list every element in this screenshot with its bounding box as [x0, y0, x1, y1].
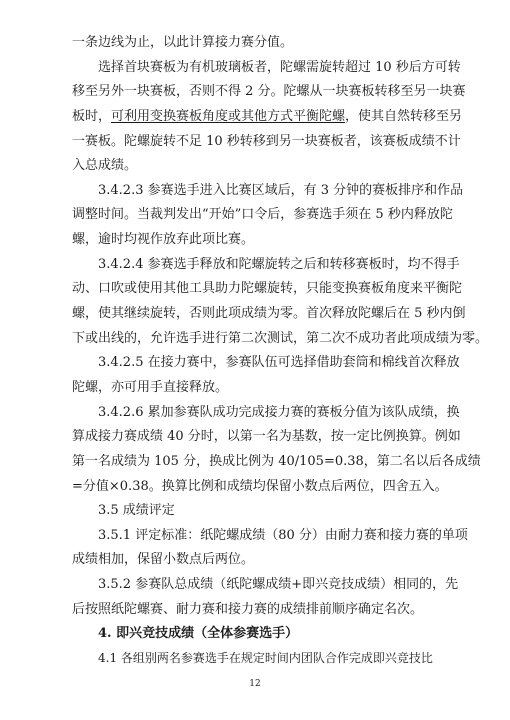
paragraph-line: 调整时间。当裁判发出“开始”口令后，参赛选手须在 5 秒内释放陀	[72, 207, 453, 222]
page-number: 12	[249, 679, 261, 689]
paragraph-line: 3.5.2 参赛队总成绩（纸陀螺成绩+即兴竞技成绩）相同的，先	[98, 577, 459, 592]
paragraph-line: 后按照纸陀螺赛、耐力赛和接力赛的成绩排前顺序确定名次。	[72, 602, 424, 617]
paragraph-line: 3.4.2.3 参赛选手进入比赛区域后，有 3 分钟的赛板排序和作品	[98, 183, 464, 198]
paragraph-line: 选择首块赛板为有机玻璃板者，陀螺需旋转超过 10 秒后方可转	[98, 60, 461, 75]
paragraph-line	[72, 108, 463, 126]
paragraph-line: 4.1 各组别两名参赛选手在规定时间内团队合作完成即兴竞技比	[98, 651, 433, 665]
paragraph-line: 螺，逾时均视作放弃此项比赛。	[72, 232, 255, 247]
section-heading: 4. 即兴竞技成绩（全体参赛选手）	[98, 626, 299, 641]
paragraph-line: 入总成绩。	[72, 158, 138, 173]
paragraph-line: 3.4.2.4 参赛选手释放和陀螺旋转之后和转移赛板时，均不得手	[98, 257, 460, 272]
underlined-text: 可利用变换赛板角度或其他方式平衡陀螺	[111, 109, 346, 124]
paragraph-line: 动、口吹或使用其他工具助力陀螺旋转，只能变换赛板角度来平衡陀	[72, 281, 463, 296]
paragraph-line: 算成接力赛成绩 40 分时，以第一名为基数，按一定比例换算。例如	[72, 429, 461, 444]
paragraph-line: 成绩相加，保留小数点后两位。	[72, 552, 255, 567]
paragraph-line: =分值×0.38。换算比例和成绩均保留小数点后两位，四舍五入。	[72, 479, 448, 494]
paragraph-line: 3.5.1 评定标准：纸陀螺成绩（80 分）由耐力赛和接力赛的单项	[98, 528, 468, 543]
paragraph-line: 第一名成绩为 105 分，换成比例为 40/105=0.38，第二名以后各成绩	[72, 454, 481, 469]
text-run: 板时，	[72, 109, 112, 124]
paragraph-line: 移至另外一块赛板，否则不得 2 分。陀螺从一块赛板转移至另一块赛	[72, 84, 466, 99]
section-heading: 3.5 成绩评定	[98, 503, 175, 518]
paragraph-line: 下或出线的，允许选手进行第二次测试，第二次不成功者此项成绩为零。	[72, 331, 489, 346]
text-run: ，使其自然转移至另	[345, 109, 463, 124]
paragraph-line: 一赛板。陀螺旋转不足 10 秒转移到另一块赛板者，该赛板成绩不计	[72, 134, 461, 149]
paragraph-line: 陀螺，亦可用手直接释放。	[72, 380, 229, 395]
paragraph-line: 3.4.2.6 累加参赛队成功完成接力赛的赛板分值为该队成绩，换	[98, 405, 460, 420]
paragraph-line: 一条边线为止，以此计算接力赛分值。	[72, 35, 294, 50]
paragraph-line: 3.4.2.5 在接力赛中，参赛队伍可选择借助套筒和棉线首次释放	[98, 355, 460, 370]
paragraph-line: 螺，使其继续旋转，否则此项成绩为零。首次释放陀螺后在 5 秒内倒	[72, 306, 466, 321]
